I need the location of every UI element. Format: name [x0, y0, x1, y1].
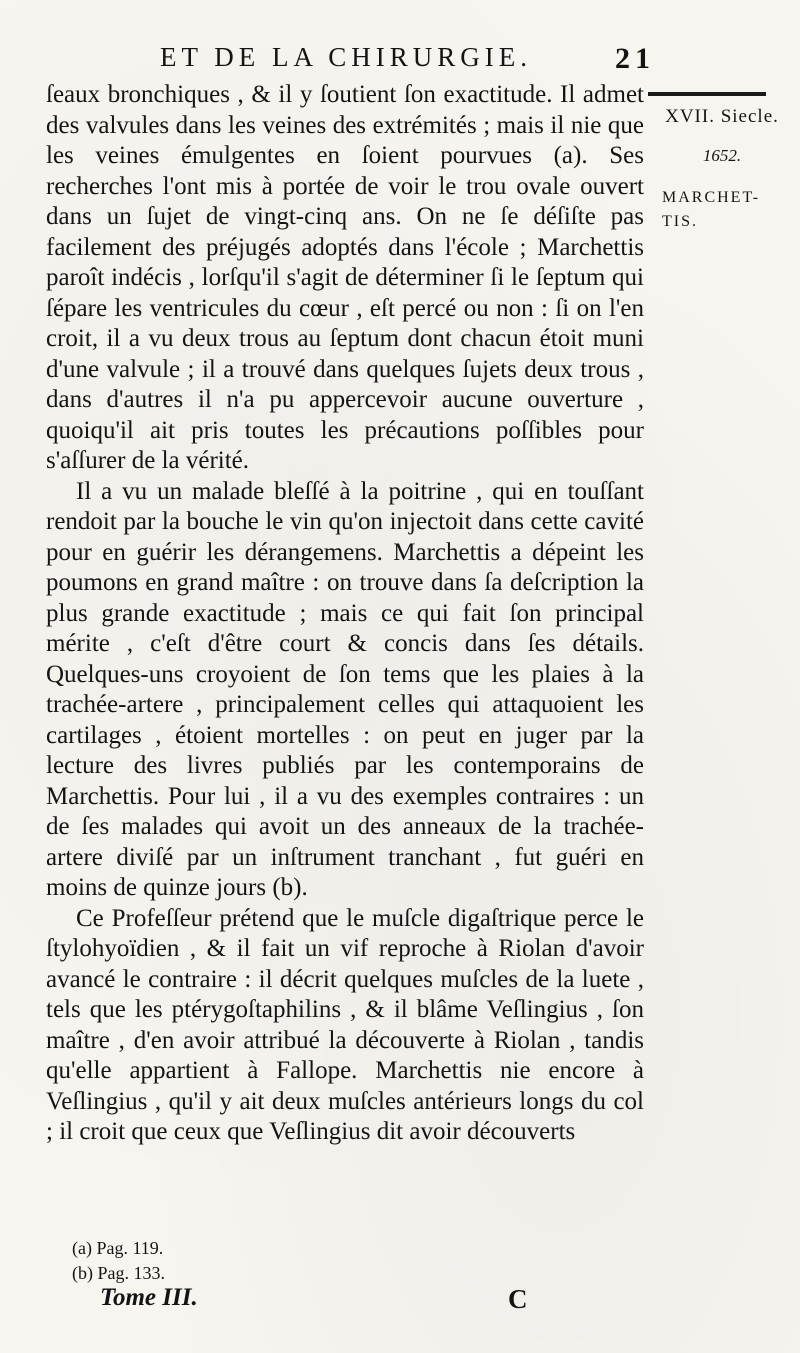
page-header [160, 42, 680, 76]
margin-notes [648, 80, 796, 234]
signature-mark: C [508, 1284, 528, 1314]
footnote-b: (b) Pag. 133. [72, 1263, 165, 1283]
page-number: 21 [615, 42, 655, 75]
margin-century: XVII. Siecle. [665, 106, 779, 127]
footnote-a: (a) Pag. 119. [72, 1238, 164, 1258]
margin-year: 1652. [702, 146, 742, 165]
main-text [46, 80, 644, 1148]
page-footer [100, 1284, 700, 1316]
paragraph-2: Il a vu un malade bleſſé à la poitrine , qui en touſſant rendoit par la bouche le vin qu'on injectoit dans cette cavité pour en guérir les dérangemens. Marchettis a dépeint les poumons en grand maître : on trouve dans ſa deſcription la plus grande exactitude ; mais ce qui fait ſon principal mérite , c'eſt d'être court & concis dans ſes détails. Quelques-uns croyoient de ſon tems que les plaies à la trachée-artere , principalement celles qui attaquoient les cartilages , étoient mortelles : on peut en juger par la lecture des livres publiés par les contemporains de Marchettis. Pour lui , il a vu des exemples contraires : un de ſes malades qui avoit un des anneaux de la trachée-artere diviſé par un inſtrument tranchant , fut guéri en moins de quinze jours (b). [46, 477, 644, 901]
margin-rule [648, 92, 766, 96]
paragraph-3: Ce Profeſſeur prétend que le muſcle digaſtrique perce le ſtylohyoïdien , & il fait un vif reproche à Riolan d'avoir avancé le contraire : il décrit quelques muſcles de la luete , tels que les ptérygoſtaphilins , & il blâme Veſlingius , ſon maître , d'en avoir attribué la découverte à Riolan , tandis qu'elle appartient à Fallope. Marchettis nie encore à Veſlingius , qu'il y ait deux muſcles antérieurs longs du col ; il croit que ceux que Veſlingius dit avoir découverts [46, 904, 644, 1145]
paragraph-1: ſeaux bronchiques , & il y ſoutient ſon exactitude. Il admet des valvules dans les veines des extrémités ; mais il nie que les veines émulgentes en ſoient pourvues (a). Ses recherches l'ont mis à portée de voir le trou ovale ouvert dans un ſujet de vingt-cinq ans. On ne ſe déſiſte pas facilement des préjugés adoptés dans l'école ; Marchettis paroît indécis , lorſqu'il s'agit de déterminer ſi le ſeptum qui ſépare les ventricules du cœur , eſt percé ou non : ſi on l'en croit, il a vu deux trous au ſeptum dont chacun étoit muni d'une valvule ; il a trouvé dans quelques ſujets deux trous , dans d'autres il n'a pu appercevoir aucune ouverture , quoiqu'il ait pris toutes les précautions poſſibles pour s'aſſurer de la vérité. [46, 81, 644, 474]
volume-label: Tome III. [100, 1284, 198, 1311]
running-title: ET DE LA CHIRURGIE. [160, 42, 532, 72]
margin-author: MARCHET-TIS. [662, 189, 761, 230]
footnotes [72, 1236, 372, 1286]
